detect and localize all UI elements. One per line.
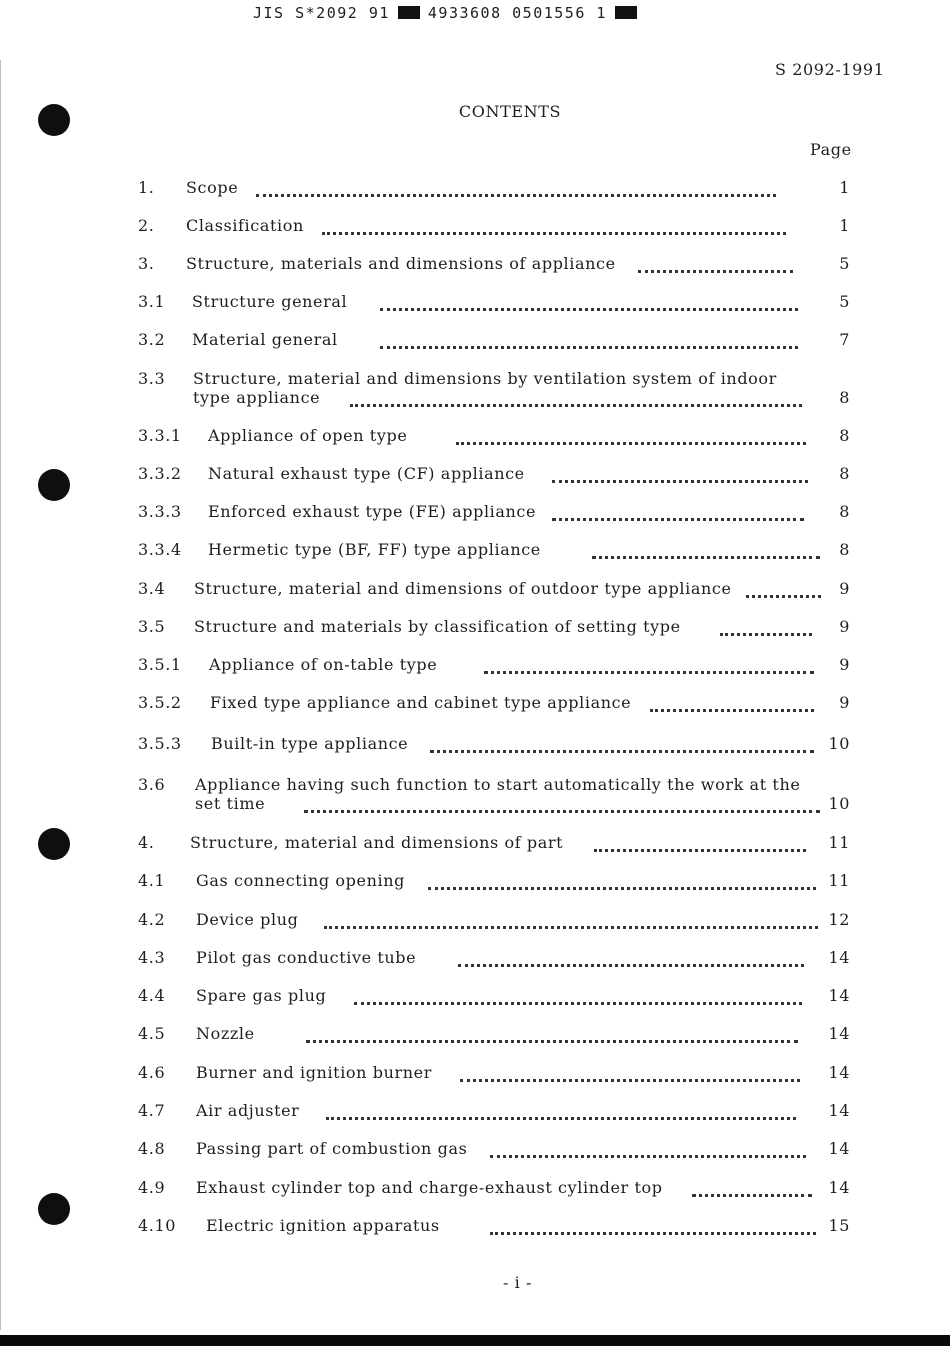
binder-hole bbox=[38, 104, 70, 136]
toc-entry[interactable] bbox=[138, 948, 850, 972]
toc-title: Scope bbox=[186, 178, 239, 197]
toc-title: Passing part of combustion gas bbox=[196, 1139, 468, 1158]
toc-number: 3.2 bbox=[138, 330, 166, 349]
toc-page: 8 bbox=[839, 426, 850, 445]
toc-leader bbox=[720, 619, 812, 636]
toc-page: 14 bbox=[828, 986, 850, 1005]
scan-header-right: 4933608 0501556 1 bbox=[427, 4, 607, 22]
doc-number: S 2092-1991 bbox=[775, 60, 885, 79]
toc-entry[interactable] bbox=[138, 655, 850, 679]
toc-title-continued: set time bbox=[195, 794, 266, 813]
toc-number: 4.10 bbox=[138, 1216, 177, 1235]
toc-entry[interactable] bbox=[138, 178, 850, 202]
toc-title: Pilot gas conductive tube bbox=[196, 948, 417, 967]
toc-title: Exhaust cylinder top and charge-exhaust cylinder top bbox=[196, 1178, 663, 1197]
toc-entry[interactable] bbox=[138, 216, 850, 240]
toc-number: 3.3 bbox=[138, 369, 166, 388]
toc-page: 1 bbox=[839, 178, 850, 197]
toc-leader bbox=[326, 1103, 796, 1120]
toc-number: 3.5.3 bbox=[138, 734, 182, 753]
page-column-header: Page bbox=[810, 140, 852, 159]
toc-number: 4.6 bbox=[138, 1063, 166, 1082]
toc-number: 3.5.2 bbox=[138, 693, 182, 712]
scan-header-left: JIS S*2092 91 bbox=[253, 4, 390, 22]
toc-entry[interactable] bbox=[138, 1101, 850, 1125]
toc-page: 8 bbox=[839, 464, 850, 483]
toc-leader bbox=[458, 950, 804, 967]
toc-leader bbox=[592, 542, 820, 559]
toc-entry[interactable] bbox=[138, 693, 850, 717]
scan-bottom-edge bbox=[0, 1335, 950, 1346]
toc-leader bbox=[306, 1026, 798, 1043]
binder-hole bbox=[38, 469, 70, 501]
toc-number: 3. bbox=[138, 254, 155, 273]
toc-leader bbox=[552, 466, 808, 483]
toc-title: Structure, material and dimensions of part bbox=[190, 833, 564, 852]
binder-hole bbox=[38, 1193, 70, 1225]
toc-title: Nozzle bbox=[196, 1024, 255, 1043]
toc-number: 4.1 bbox=[138, 871, 166, 890]
toc-title: Air adjuster bbox=[196, 1101, 300, 1120]
toc-number: 3.5.1 bbox=[138, 655, 182, 674]
toc-title: Burner and ignition burner bbox=[196, 1063, 432, 1082]
toc-leader bbox=[304, 796, 820, 813]
toc-page: 12 bbox=[828, 910, 850, 929]
toc-leader bbox=[638, 256, 793, 273]
toc-number: 4.9 bbox=[138, 1178, 166, 1197]
toc-entry[interactable] bbox=[138, 369, 850, 413]
toc-entry[interactable] bbox=[138, 734, 850, 758]
contents-title: CONTENTS bbox=[458, 102, 562, 121]
toc-entry[interactable] bbox=[138, 330, 850, 354]
toc-title: Natural exhaust type (CF) appliance bbox=[208, 464, 525, 483]
toc-leader bbox=[456, 428, 806, 445]
toc-entry[interactable] bbox=[138, 1178, 850, 1202]
toc-number: 3.1 bbox=[138, 292, 166, 311]
toc-entry[interactable] bbox=[138, 540, 850, 564]
toc-leader bbox=[380, 332, 798, 349]
toc-number: 4.2 bbox=[138, 910, 166, 929]
toc-title: Structure and materials by classification of setting type bbox=[194, 617, 681, 636]
toc-page: 10 bbox=[828, 794, 850, 813]
toc-page: 8 bbox=[839, 502, 850, 521]
toc-number: 3.3.2 bbox=[138, 464, 182, 483]
toc-leader bbox=[460, 1065, 800, 1082]
toc-entry[interactable] bbox=[138, 254, 850, 278]
toc-number: 2. bbox=[138, 216, 155, 235]
toc-title: Electric ignition apparatus bbox=[206, 1216, 440, 1235]
toc-leader bbox=[650, 695, 814, 712]
toc-page: 9 bbox=[839, 579, 850, 598]
toc-entry[interactable] bbox=[138, 292, 850, 316]
toc-number: 4. bbox=[138, 833, 155, 852]
toc-number: 3.6 bbox=[138, 775, 166, 794]
scan-header bbox=[253, 4, 693, 26]
toc-page: 8 bbox=[839, 388, 850, 407]
toc-title: Appliance of open type bbox=[208, 426, 408, 445]
toc-page: 10 bbox=[828, 734, 850, 753]
toc-leader bbox=[322, 218, 786, 235]
toc-leader bbox=[490, 1218, 816, 1235]
toc-page: 7 bbox=[839, 330, 850, 349]
toc-page: 9 bbox=[839, 693, 850, 712]
toc-title: Structure general bbox=[192, 292, 348, 311]
toc-page: 14 bbox=[828, 1139, 850, 1158]
toc-number: 4.7 bbox=[138, 1101, 166, 1120]
toc-page: 15 bbox=[828, 1216, 850, 1235]
toc-number: 4.5 bbox=[138, 1024, 166, 1043]
toc-page: 5 bbox=[839, 254, 850, 273]
toc-number: 4.8 bbox=[138, 1139, 166, 1158]
toc-entry[interactable] bbox=[138, 1139, 850, 1163]
toc-leader bbox=[746, 581, 821, 598]
toc-page: 14 bbox=[828, 1101, 850, 1120]
toc-title: Hermetic type (BF, FF) type appliance bbox=[208, 540, 541, 559]
black-block-mark bbox=[615, 6, 637, 19]
toc-number: 4.3 bbox=[138, 948, 166, 967]
toc-number: 3.3.4 bbox=[138, 540, 182, 559]
toc-leader bbox=[256, 180, 776, 197]
toc-entry[interactable] bbox=[138, 426, 850, 450]
toc-leader bbox=[484, 657, 814, 674]
toc-page: 9 bbox=[839, 617, 850, 636]
black-block-mark bbox=[398, 6, 420, 19]
toc-title-continued: type appliance bbox=[193, 388, 321, 407]
toc-title: Spare gas plug bbox=[196, 986, 327, 1005]
toc-title: Enforced exhaust type (FE) appliance bbox=[208, 502, 537, 521]
toc-page: 14 bbox=[828, 1063, 850, 1082]
toc-leader bbox=[552, 504, 804, 521]
toc-title: Built-in type appliance bbox=[211, 734, 409, 753]
toc-number: 3.3.1 bbox=[138, 426, 182, 445]
toc-entry[interactable] bbox=[138, 775, 850, 819]
toc-page: 8 bbox=[839, 540, 850, 559]
toc-title: Fixed type appliance and cabinet type appliance bbox=[210, 693, 632, 712]
toc-page: 11 bbox=[828, 871, 850, 890]
toc-title: Device plug bbox=[196, 910, 299, 929]
toc-leader bbox=[350, 390, 802, 407]
toc-title: Appliance having such function to start automatically the work at the bbox=[195, 775, 801, 794]
toc-page: 1 bbox=[839, 216, 850, 235]
toc-leader bbox=[428, 873, 816, 890]
toc-number: 3.3.3 bbox=[138, 502, 182, 521]
toc-title: Structure, material and dimensions of outdoor type appliance bbox=[194, 579, 732, 598]
toc-entry[interactable] bbox=[138, 910, 850, 934]
binder-hole bbox=[38, 828, 70, 860]
toc-entry[interactable] bbox=[138, 502, 850, 526]
toc-page: 9 bbox=[839, 655, 850, 674]
toc-entry[interactable] bbox=[138, 1024, 850, 1048]
toc-page: 14 bbox=[828, 1024, 850, 1043]
toc-leader bbox=[324, 912, 818, 929]
toc-entry[interactable] bbox=[138, 986, 850, 1010]
toc-entry[interactable] bbox=[138, 1063, 850, 1087]
toc-entry[interactable] bbox=[138, 833, 850, 857]
toc-entry[interactable] bbox=[138, 617, 850, 641]
toc-page: 14 bbox=[828, 948, 850, 967]
toc-entry[interactable] bbox=[138, 1216, 850, 1240]
toc-entry[interactable] bbox=[138, 464, 850, 488]
toc-title: Classification bbox=[186, 216, 304, 235]
toc-leader bbox=[430, 736, 814, 753]
toc-number: 3.5 bbox=[138, 617, 166, 636]
toc-title: Structure, material and dimensions by ventilation system of indoor bbox=[193, 369, 777, 388]
toc-leader bbox=[594, 835, 806, 852]
toc-title: Structure, materials and dimensions of appliance bbox=[186, 254, 616, 273]
toc-page: 5 bbox=[839, 292, 850, 311]
toc-leader bbox=[490, 1141, 806, 1158]
toc-entry[interactable] bbox=[138, 871, 850, 895]
toc-title: Appliance of on-table type bbox=[209, 655, 438, 674]
toc-leader bbox=[692, 1180, 812, 1197]
toc-page: 14 bbox=[828, 1178, 850, 1197]
toc-number: 1. bbox=[138, 178, 155, 197]
toc-entry[interactable] bbox=[138, 579, 850, 603]
toc-title: Material general bbox=[192, 330, 338, 349]
toc-leader bbox=[380, 294, 798, 311]
toc-leader bbox=[354, 988, 802, 1005]
page-footer-number: - i - bbox=[502, 1273, 533, 1292]
toc-number: 4.4 bbox=[138, 986, 166, 1005]
toc-title: Gas connecting opening bbox=[196, 871, 405, 890]
toc-page: 11 bbox=[828, 833, 850, 852]
page-edge-line bbox=[0, 60, 1, 1330]
toc-number: 3.4 bbox=[138, 579, 166, 598]
